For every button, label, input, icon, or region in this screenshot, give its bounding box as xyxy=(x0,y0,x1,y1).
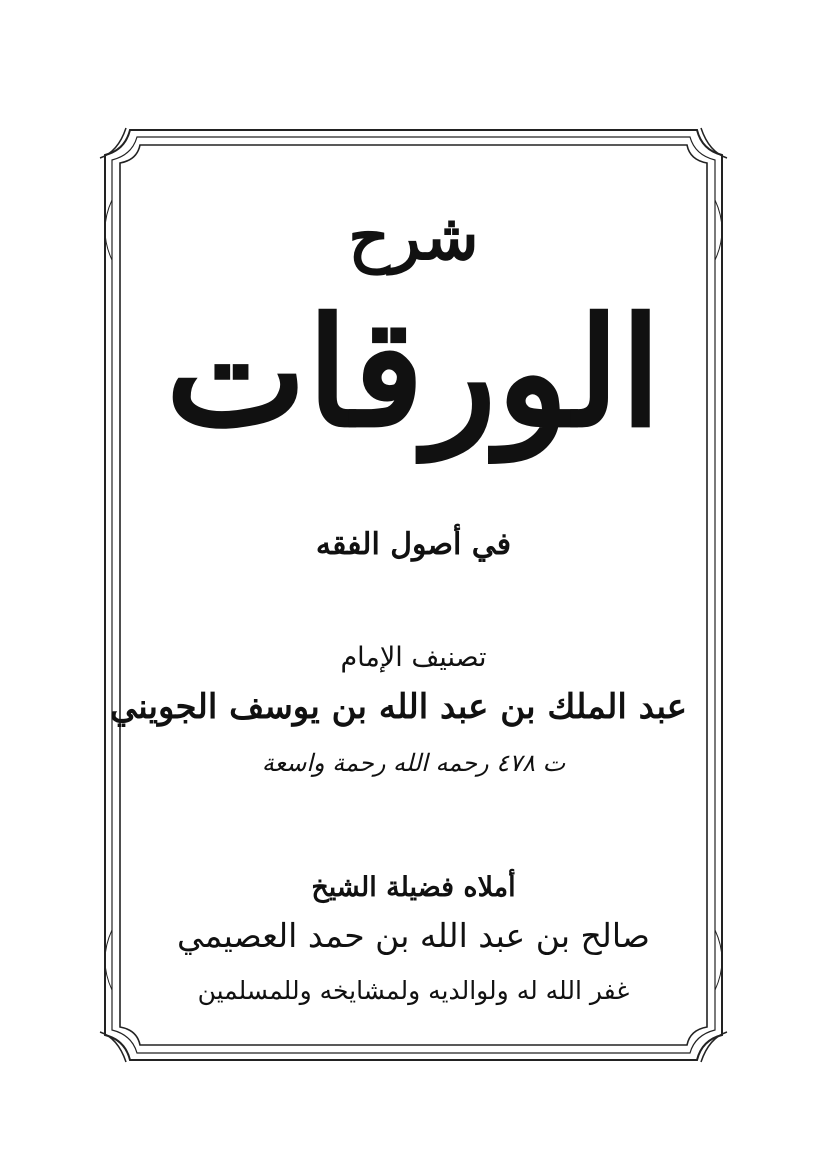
side-arc-right-top xyxy=(715,200,722,260)
author-death-note: ت ٤٧٨ رحمه الله رحمة واسعة xyxy=(261,749,566,777)
sheikh-name: صالح بن عبد الله بن حمد العصيمي xyxy=(177,916,650,955)
sharh-word: شرح xyxy=(348,200,479,275)
corner-ornament-top-right xyxy=(701,128,727,158)
corner-ornament-top-left xyxy=(100,128,126,158)
corner-ornament-bottom-left xyxy=(100,1032,126,1062)
side-arc-right-bottom xyxy=(715,930,722,990)
cover-content xyxy=(109,180,687,1040)
authored-by-label: تصنيف الإمام xyxy=(340,642,487,673)
author-name: عبد الملك بن عبد الله بن يوسف الجويني xyxy=(109,687,687,727)
corner-ornament-bottom-right xyxy=(701,1032,727,1062)
book-subtitle: في أصول الفقه xyxy=(315,527,512,562)
side-arc-left-bottom xyxy=(105,930,112,990)
prayer-line: غفر الله له ولوالديه ولمشايخه وللمسلمين xyxy=(197,976,630,1005)
side-arc-left-top xyxy=(105,200,112,260)
book-title: الورقات xyxy=(165,285,662,461)
dictated-by-label: أملاه فضيلة الشيخ xyxy=(311,872,516,903)
